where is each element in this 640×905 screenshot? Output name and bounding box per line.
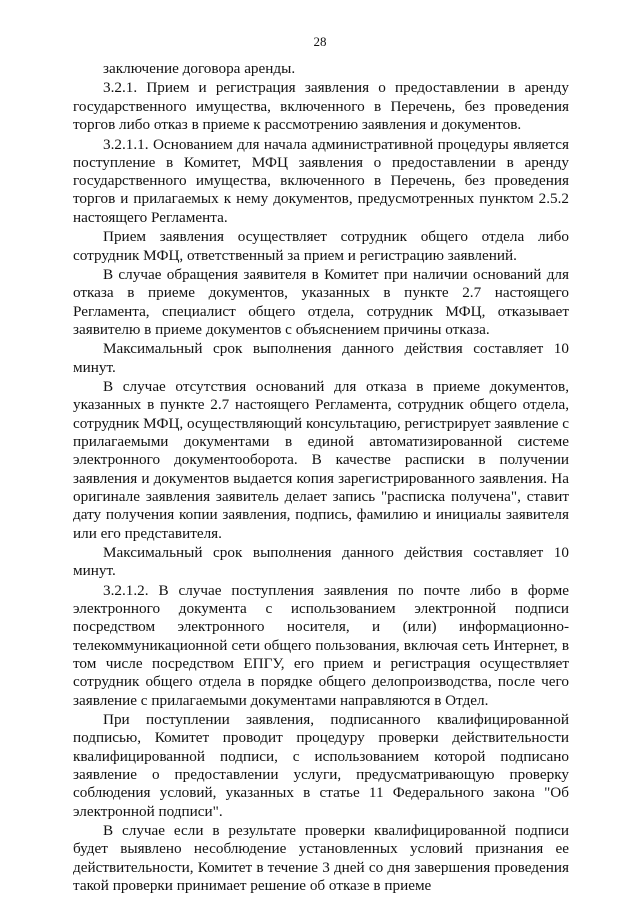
paragraph-3-2-1-2: 3.2.1.2. В случае поступления заявления по почте либо в форме электронного документа с использованием электронной подписи посредством электронного носителя, и (или) информационно-телекоммуникационной сети общего пользования, включая сеть Интернет, в том числе посредством ЕПГУ, его прием и регистрация осуществляет сотрудник общего отдела в порядке общего делопроизводства, после чего заявление с прилагаемыми документами направляются в Отдел. [73, 581, 569, 709]
paragraph-reception: Прием заявления осуществляет сотрудник общего отдела либо сотрудник МФЦ, ответственный за прием и регистрацию заявлений. [73, 228, 569, 264]
paragraph-signature-invalid: В случае если в результате проверки квалифицированной подписи будет выявлено несоблюдение установленных условий признания ее действительности, Комитет в течение 3 дней со дня завершения проведения такой проверки принимает решение об отказе в приеме [73, 822, 569, 894]
paragraph-registration: В случае отсутствия оснований для отказа в приеме документов, указанных в пункте 2.7 настоящего Регламента, сотрудник общего отдела, сотрудник МФЦ, осуществляющий консультацию, регистрирует заявление с прилагаемыми документами в единой автоматизированной системе электронного документооборота. В качестве расписки в получении заявления и документов выдается копия зарегистрированного заявления. На оригинале заявления заявитель делает запись "расписка получена", ставит дату получения копии заявления, подпись, фамилию и инициалы заявителя или его представителя. [73, 378, 569, 542]
paragraph-3-2-1: 3.2.1. Прием и регистрация заявления о предоставлении в аренду государственного имущества, включенного в Перечень, без проведения торгов либо отказ в приеме к рассмотрению заявления и документов. [73, 79, 569, 134]
paragraph-3-2-1-1: 3.2.1.1. Основанием для начала административной процедуры является поступление в Комитет, МФЦ заявления о предоставлении в аренду государственного имущества, включенного в Перечень, без проведения торгов и прилагаемых к нему документов, предусмотренных пунктом 2.5.2 настоящего Регламента. [73, 135, 569, 226]
paragraph-refusal: В случае обращения заявителя в Комитет при наличии оснований для отказа в приеме документов, указанных в пункте 2.7 настоящего Регламента, специалист общего отдела, сотрудник МФЦ, отказывает заявителю в приеме документов с объяснением причины отказа. [73, 266, 569, 338]
document-body [73, 60, 569, 896]
page-number: 28 [313, 34, 327, 49]
paragraph-lease-conclusion: заключение договора аренды. [103, 60, 296, 77]
paragraph-max-time-2: Максимальный срок выполнения данного действия составляет 10 минут. [73, 544, 569, 580]
paragraph-max-time-1: Максимальный срок выполнения данного действия составляет 10 минут. [73, 340, 569, 376]
paragraph-signature-check: При поступлении заявления, подписанного квалифицированной подписью, Комитет проводит процедуру проверки действительности квалифицированной подписи, с использованием которой подписано заявление о предоставлении услуги, предусматривающую проверку соблюдения условий, указанных в статье 11 Федерального закона "Об электронной подписи". [73, 711, 569, 820]
